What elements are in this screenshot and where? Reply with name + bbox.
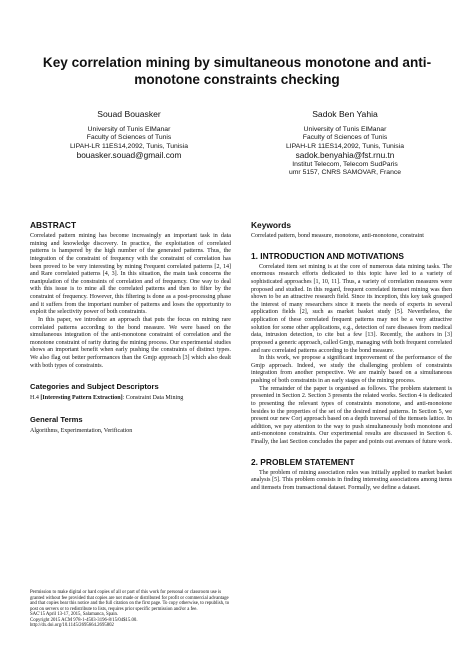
author-affiliation: Faculty of Sciences of Tunis (86, 134, 172, 142)
author-affiliation: University of Tunis ElManar (87, 126, 171, 133)
introduction-paragraph: The remainder of the paper is organised as follows. The problem statement is presented in Section 2. Section 3 presents the related works. Section 4 is dedicated to presenting the relevant types of constraints monotone, and anti-monotone besides to the properties of the set of the desired mined patterns. In Section 5, we present our new Corj approach based on a depth traversal of the itemsets lattice. In addition, we pay attention to the way to push simultaneously both monotone and anti-monotone constraints. Our experimental results are discussed in Section 6. Finally, the last Section concludes the paper and points out avenues of future work. (251, 385, 452, 445)
right-column (251, 220, 452, 493)
keywords-heading: Keywords (251, 220, 292, 230)
author-email: bouasker.souad@gmail.com (76, 150, 182, 161)
copyright-permission: Permission to make digital or hard copies of all or part of this work for personal or classroom use is granted without fee provided that copies are not made or distributed for profit or commercial advantage and that copies bear this notice and the full citation on the first page. To copy otherwise, to republish, to post on servers or to redistribute to lists, requires prior specific permission and/or a fee. (30, 590, 230, 612)
abstract-paragraph: In this paper, we introduce an approach that puts the focus on mining rare correlated patterns according to the bond measure. We were based on the simultaneous integration of the anti-monotone constraint of correlation and the monotone constraint of rarity during the mining process. Our experimental studies shows an important benefit when early pushing the constraints of distinct types. We also flag out better performances than the Gmjp approach [3] which also dealt with both types of constraints. (30, 316, 231, 369)
paper-title: Key correlation mining by simultaneous monotone and anti-monotone constraints checking (42, 55, 432, 87)
introduction-paragraph: In this work, we propose a significant improvement of the performance of the Gmjp approach. Indeed, we study the challenging problem of constraints integration from another perspective. We are mainly based on a simultaneous pushing of both constraints in an early stages of the mining process. (251, 355, 452, 384)
author-block-2 (245, 108, 445, 178)
doi-link: http://dx.doi.org/10.1145/2695664.2695802 (30, 623, 114, 629)
author-name: Sadok Ben Yahia (312, 109, 378, 119)
left-column (30, 220, 231, 629)
author-block-1 (29, 108, 229, 161)
categories-id: H.4 (30, 395, 39, 402)
copyright-venue: SAC'15 April 13-17, 2015, Salamanca, Spain. (30, 612, 119, 618)
author-affiliation: umr 5157, CNRS SAMOVAR, France (288, 169, 402, 177)
keywords-text: Correlated pattern, bond measure, monotone, anti-monotone, constraint (251, 233, 424, 239)
categories-title: [Interesting Pattern Extraction] (40, 395, 123, 402)
author-affiliation: University of Tunis ElManar (303, 126, 387, 133)
general-terms-text: Algorithms, Experimentation, Verification (30, 427, 133, 434)
introduction-paragraph: Correlated item set mining is at the core of numerous data mining tasks. The enormous research efforts dedicated to this topic have led to a variety of sophisticated approaches [1, 10, 11]. Thus, a variety of correlation measures were proposed and studied. In this regard, frequent correlated itemset mining was then shown to be an attractive research field. Since its inception, this key task grasped the interest of many researchers since it meets the needs of experts in several application fields [2], such as market basket study [5]. Nevertheless, the application of these correlated frequent patterns may not be a very attractive solution for some other applications, e.g., detection of rare diseases from medical data, intrusion detection, to cite but a few [13]. Recently, the authors in [3] proposed a generic approach, called Gmjp, managing with both frequent correlated and rare correlated patterns according to the bond measure. (251, 263, 452, 354)
author-affiliation: Institut Telecom, Telecom SudParis (292, 161, 398, 169)
author-affiliation: LIPAH-LR 11ES14,2092, Tunis, Tunisia (285, 142, 404, 150)
abstract-paragraph: Correlated pattern mining has become increasingly an important task in data mining and knowledge discovery. In practice, the exploitation of correlated patterns is hampered by the high number of the generated patterns. Thus, the integration of the constraint of frequency with the constraint of correlation has been proved to be very interesting by mining Frequent correlated patterns [2, 14] and Rare correlated patterns [4, 3]. In this situation, the main task concerns the manipulation of the constraints of correlation and of frequency. One way to deal with this issue is to mine all the correlated patterns and then to filter by the constraint of frequency. However, this filtering is done as a post-processing phase and it suffers from the important number of patterns and loses the opportunity to exploit the selectivity power of both constraints. (30, 233, 231, 316)
problem-statement-heading: 2. PROBLEM STATEMENT (251, 456, 355, 467)
author-affiliation: LIPAH-LR 11ES14,2092, Tunis, Tunisia (69, 142, 188, 150)
categories-rest: : Constraint Data Mining (122, 395, 184, 402)
abstract-heading: ABSTRACT (30, 220, 77, 230)
author-affiliation: Faculty of Sciences of Tunis (302, 134, 388, 142)
copyright-notice (30, 590, 231, 629)
categories-text (30, 395, 231, 403)
author-email: sadok.benyahia@fst.rnu.tn (295, 150, 395, 161)
categories-heading: Categories and Subject Descriptors (30, 382, 159, 392)
copyright-line: Copyright 2015 ACM 978-1-4503-3196-8/15/04$15.00. (30, 617, 138, 623)
problem-statement-paragraph: The problem of mining association rules was initially applied to market basket analysis [5]. This problem consists in finding interesting associations among items and itemsets from transactional dataset. Formally, we define a dataset. (251, 469, 452, 491)
introduction-heading: 1. INTRODUCTION AND MOTIVATIONS (251, 250, 404, 261)
author-name: Souad Bouasker (97, 109, 161, 119)
general-terms-heading: General Terms (30, 414, 83, 424)
